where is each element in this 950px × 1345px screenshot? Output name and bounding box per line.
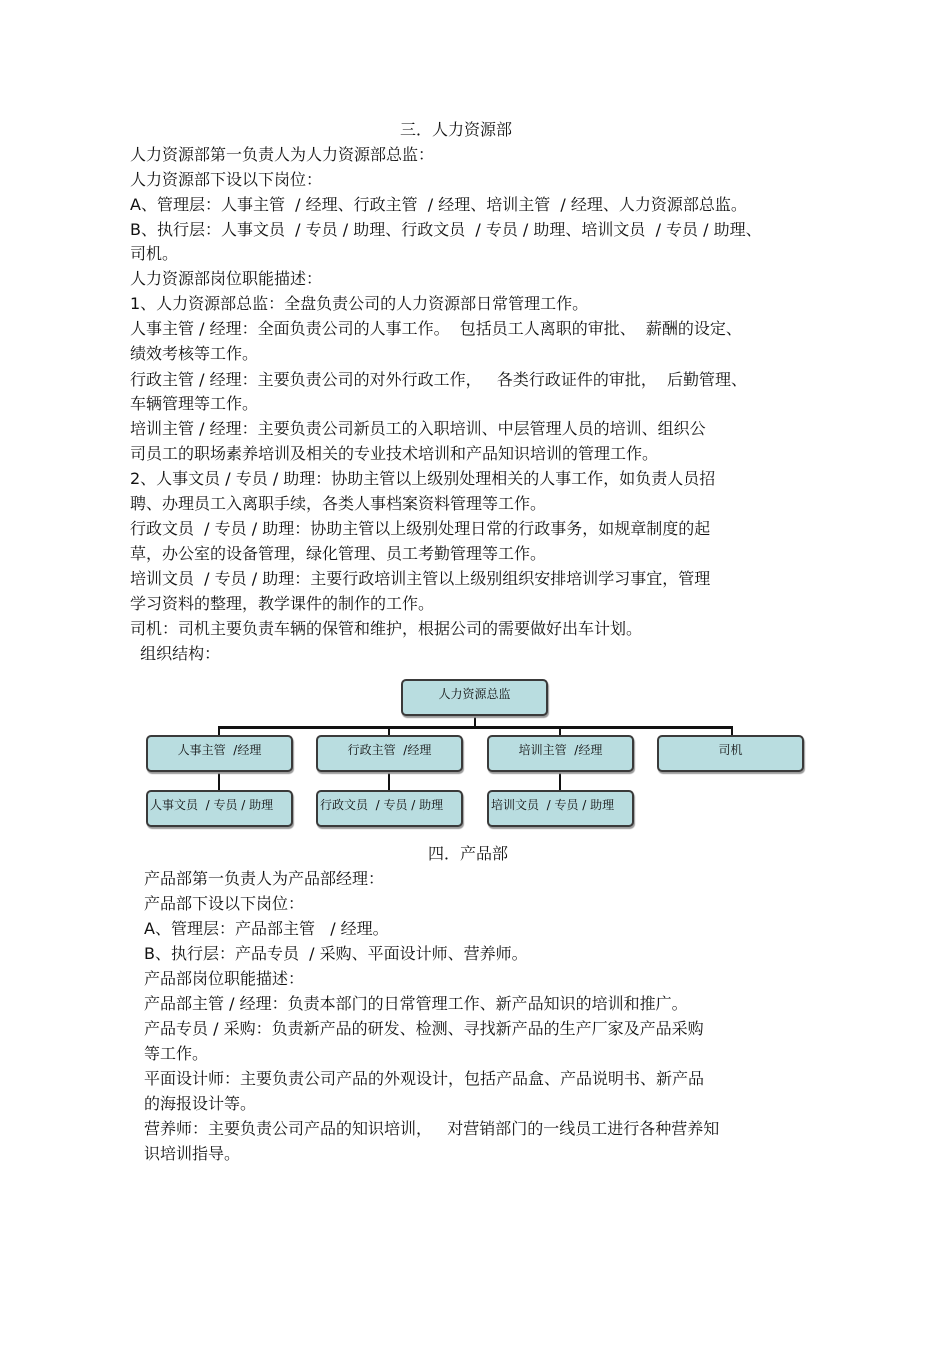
product-line: 产品部岗位职能描述： [144, 969, 305, 988]
hr-line: 人事主管 / 经理：全面负责公司的人事工作。 包括员工人离职的审批、 薪酬的设定、 [130, 319, 742, 338]
hr-section-title: 三．人力资源部 [400, 120, 513, 139]
hr-line: 1、人力资源部总监：全盘负责公司的人力资源部日常管理工作。 [130, 294, 589, 313]
org-node-hr-manager: 人事主管 /经理 [146, 735, 293, 772]
hr-line: 车辆管理等工作。 [130, 394, 259, 413]
hr-line: 行政主管 / 经理：主要负责公司的对外行政工作， 各类行政证件的审批， 后勤管理、 [130, 370, 747, 389]
hr-line: A、管理层：人事主管 / 经理、行政主管 / 经理、培训主管 / 经理、人力资源部总监。 [130, 195, 747, 214]
hr-line: 绩效考核等工作。 [130, 344, 259, 363]
hr-line: 人力资源部岗位职能描述： [130, 269, 323, 288]
product-line: 产品部主管 / 经理：负责本部门的日常管理工作、新产品知识的培训和推广。 [144, 994, 688, 1013]
product-line: 营养师：主要负责公司产品的知识培训， 对营销部门的一线员工进行各种营养知 [144, 1119, 720, 1138]
hr-line: 2、人事文员 / 专员 / 助理：协助主管以上级别处理相关的人事工作，如负责人员招 [130, 469, 716, 488]
product-line: 的海报设计等。 [144, 1094, 257, 1113]
hr-line: 培训主管 / 经理：主要负责公司新员工的入职培训、中层管理人员的培训、组织公 [130, 419, 706, 438]
org-node-driver: 司机 [657, 735, 804, 772]
hr-line: 行政文员 / 专员 / 助理：协助主管以上级别处理日常的行政事务，如规章制度的起 [130, 519, 711, 538]
product-section-title: 四．产品部 [428, 844, 509, 863]
hr-line: 草，办公室的设备管理，绿化管理、员工考勤管理等工作。 [130, 544, 547, 563]
hr-line: 人力资源部下设以下岗位： [130, 170, 323, 189]
org-node-hr-director: 人力资源总监 [401, 679, 548, 716]
hr-line: 人力资源部第一负责人为人力资源部总监： [130, 145, 435, 164]
hr-line: 司机：司机主要负责车辆的保管和维护，根据公司的需要做好出车计划。 [130, 619, 643, 638]
hr-line: 司员工的职场素养培训及相关的专业技术培训和产品知识培训的管理工作。 [130, 444, 659, 463]
hr-line: 培训文员 / 专员 / 助理：主要行政培训主管以上级别组织安排培训学习事宜，管理 [130, 569, 711, 588]
product-line: 等工作。 [144, 1044, 209, 1063]
product-line: B、执行层：产品专员 / 采购、平面设计师、营养师。 [144, 944, 528, 963]
product-line: 识培训指导。 [144, 1144, 241, 1163]
org-connector [218, 726, 733, 729]
org-connector [559, 771, 561, 791]
product-line: 产品部下设以下岗位： [144, 894, 305, 913]
org-node-admin-staff: 行政文员 / 专员 / 助理 [316, 790, 463, 827]
product-line: 平面设计师：主要负责公司产品的外观设计，包括产品盒、产品说明书、新产品 [144, 1069, 705, 1088]
org-connector [218, 771, 220, 791]
org-node-training-manager: 培训主管 /经理 [487, 735, 634, 772]
product-line: 产品部第一负责人为产品部经理： [144, 869, 385, 888]
hr-line: 组织结构： [130, 644, 221, 663]
hr-line: 聘、办理员工入离职手续，各类人事档案资料管理等工作。 [130, 494, 547, 513]
hr-line: B、执行层：人事文员 / 专员 / 助理、行政文员 / 专员 / 助理、培训文员 / 专员 / 助理、 [130, 220, 762, 239]
org-node-training-staff: 培训文员 / 专员 / 助理 [487, 790, 634, 827]
product-line: A、管理层：产品部主管 / 经理。 [144, 919, 389, 938]
org-node-admin-manager: 行政主管 /经理 [316, 735, 463, 772]
org-node-hr-staff: 人事文员 / 专员 / 助理 [146, 790, 293, 827]
hr-line: 学习资料的整理，教学课件的制作的工作。 [130, 594, 435, 613]
org-connector [388, 771, 390, 791]
hr-line: 司机。 [130, 244, 179, 263]
product-line: 产品专员 / 采购：负责新产品的研发、检测、寻找新产品的生产厂家及产品采购 [144, 1019, 704, 1038]
